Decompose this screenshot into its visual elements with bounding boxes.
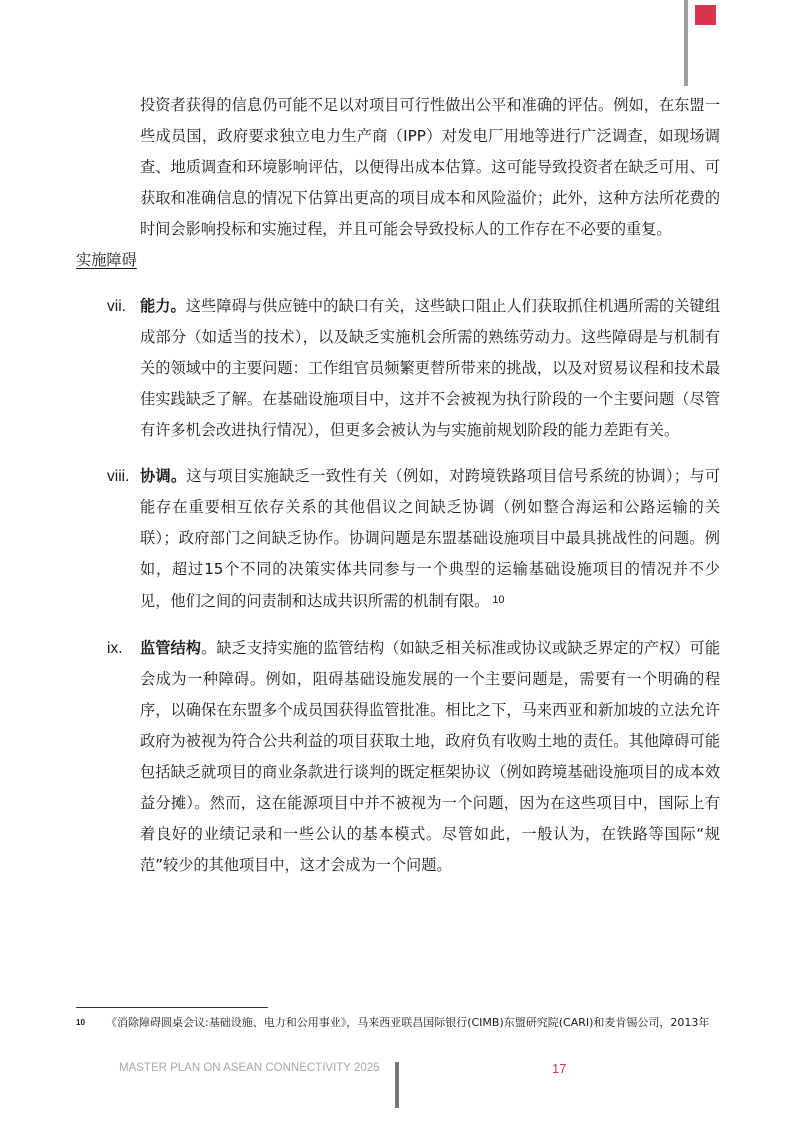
page-number: 17 bbox=[552, 1061, 567, 1076]
page-content bbox=[0, 90, 793, 896]
list-item-body bbox=[140, 291, 720, 446]
list-item-capacity bbox=[0, 291, 793, 446]
list-item-numeral: vii. bbox=[107, 298, 126, 316]
footnote bbox=[76, 1015, 726, 1031]
footnote-divider bbox=[76, 1007, 268, 1008]
header-accent-square bbox=[695, 5, 716, 25]
header-vertical-rule bbox=[684, 0, 688, 86]
list-item-text: 这与项目实施缺乏一致性有关（例如，对跨境铁路项目信号系统的协调）；与可能存在重要相互依存关系的其他倡议之间缺乏协调（例如整合海运和公路运输的关联）；政府部门之间缺乏协作。协调问题是东盟基础设施项目中最具挑战性的问题。例如，超过15个不同的决策实体共同参与一个典型的运输基础设施项目的情况并不少见，他们之间的问责制和达成共识所需的机制有限。 bbox=[140, 467, 721, 611]
footnote-text: 《消除障碍圆桌会议:基础设施、电力和公用事业》，马来西亚联昌国际银行(CIMB)东盟研究院(CARI)和麦肯锡公司，2013年 bbox=[106, 1016, 710, 1029]
list-item-numeral: viii. bbox=[107, 468, 130, 486]
footnote-reference[interactable]: 10 bbox=[492, 594, 505, 607]
list-item-body bbox=[140, 461, 720, 617]
intro-paragraph: 投资者获得的信息仍可能不足以对项目可行性做出公平和准确的评估。例如，在东盟一些成员国，政府要求独立电力生产商（IPP）对发电厂用地等进行广泛调查，如现场调查、地质调查和环境影响评估，以便得出成本估算。这可能导致投资者在缺乏可用、可获取和准确信息的情况下估算出更高的项目成本和风险溢价；此外，这种方法所花费的时间会影响投标和实施过程，并且可能会导致投标人的工作存在不必要的重复。 bbox=[140, 96, 720, 238]
footnote-number: 10 bbox=[76, 1018, 85, 1027]
list-item-regulatory-structure bbox=[0, 633, 793, 881]
list-item-term: 能力。 bbox=[140, 297, 186, 316]
list-item-text: 。缺乏支持实施的监管结构（如缺乏相关标准或协议或缺乏界定的产权）可能会成为一种障碍。例如，阻碍基础设施发展的一个主要问题是，需要有一个明确的程序，以确保在东盟多个成员国获得监管批准。相比之下，马来西亚和新加坡的立法允许政府为被视为符合公共利益的项目获取土地，政府负有收购土地的责任。其他障碍可能包括缺乏就项目的商业条款进行谈判的既定框架协议（例如跨境基础设施项目的成本效益分摊）。然而，这在能源项目中并不被视为一个问题，因为在这些项目中，国际上有着良好的业绩记录和一些公认的基本模式。尽管如此，一般认为，在铁路等国际“规范”较少的其他项目中，这才会成为一个问题。 bbox=[140, 638, 721, 874]
section-heading: 实施障碍 bbox=[76, 251, 137, 269]
list-item-coordination bbox=[0, 461, 793, 617]
footer-document-title: MASTER PLAN ON ASEAN CONNECTIVITY 2025 bbox=[119, 1062, 380, 1074]
footer-vertical-rule bbox=[395, 1062, 399, 1108]
list-item-term: 监管结构 bbox=[140, 638, 202, 657]
list-item-numeral: ix. bbox=[107, 639, 123, 657]
list-item-term: 协调。 bbox=[140, 467, 187, 486]
list-item-text: 这些障碍与供应链中的缺口有关，这些缺口阻止人们获取抓住机遇所需的关键组成部分（如适当的技术），以及缺乏实施机会所需的熟练劳动力。这些障碍是与机制有关的领域中的主要问题：工作组官员频繁更替所带来的挑战，以及对贸易议程和技术最佳实践缺乏了解。在基础设施项目中，这并不会被视为执行阶段的一个主要问题（尽管有许多机会改进执行情况），但更多会被认为与实施前规划阶段的能力差距有关。 bbox=[140, 297, 721, 440]
list-item-body bbox=[140, 633, 720, 881]
